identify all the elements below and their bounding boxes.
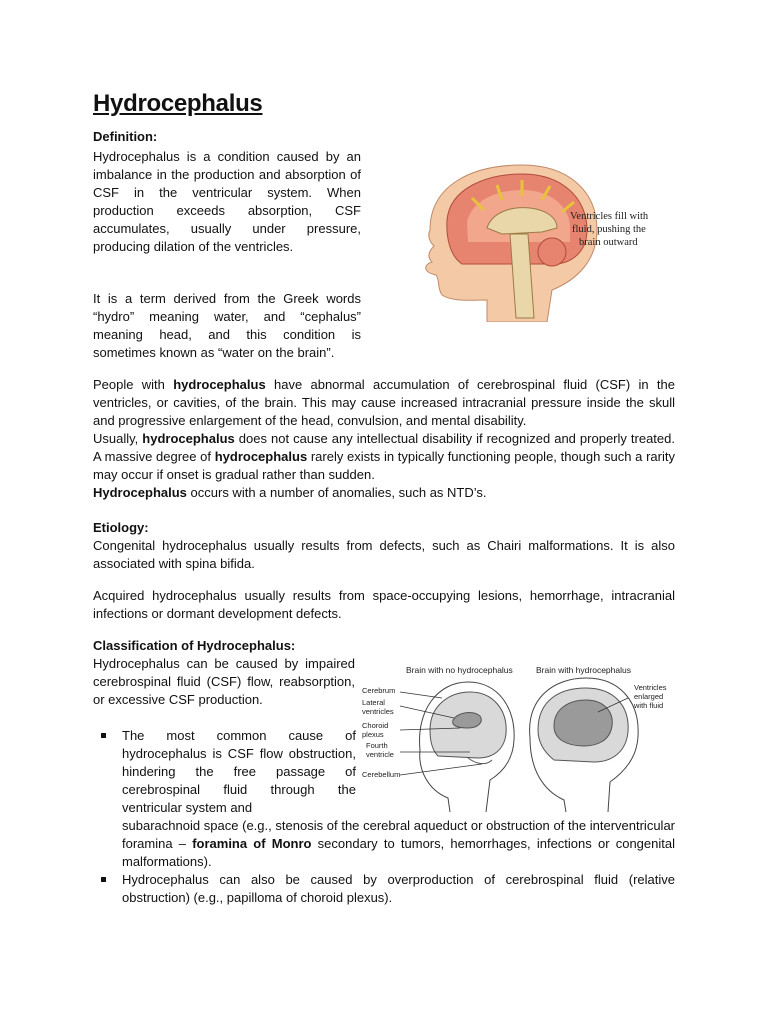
label-lateral: Lateral: [362, 698, 385, 707]
text-run: occurs with a number of anomalies, such as NTD’s.: [186, 485, 487, 500]
definition-paragraph: Hydrocephalus is a condition caused by an imbalance in the production and absorption of CSF in the ventricular system. When production exceeds absorption, CSF accumulates, usually under pressure, producing dilation of the ventricles.: [93, 149, 361, 254]
normal-head-drawing: [420, 682, 515, 812]
definition-heading: Definition:: [93, 129, 158, 144]
brain-sagittal-figure: [392, 160, 674, 322]
bold-term: Hydrocephalus: [93, 485, 187, 500]
label-ventricles-enlarged-2: enlarged: [634, 692, 664, 701]
figure2-right-title: Brain with hydrocephalus: [536, 665, 631, 675]
text-run: does not cause any intellectual disability if recognized and properly treated. A massive degree of: [93, 431, 675, 464]
text-run: have abnormal accumulation of cerebrospinal fluid (CSF) in the ventricles, or cavities, of the brain. This may cause increased intracranial pressure inside the skull and progressive enlargement of the head, convulsion, and mental disability.: [93, 377, 675, 428]
anomalies-paragraph: [93, 484, 675, 502]
label-ventricle: ventricle: [366, 750, 394, 759]
label-cerebrum: Cerebrum: [362, 686, 396, 695]
label-cerebellum: Cerebellum: [362, 770, 401, 779]
bullet2-text: Hydrocephalus can also be caused by overproduction of cerebrospinal fluid (relative obstruction) (e.g., papilloma of choroid plexus).: [122, 872, 675, 905]
classification-intro: Hydrocephalus can be caused by impaired cerebrospinal fluid (CSF) flow, reabsorption, or excessive CSF production.: [93, 656, 355, 707]
label-ventricles-enlarged-3: with fluid: [634, 701, 664, 710]
congenital-paragraph: Congenital hydrocephalus usually results from defects, such as Chairi malformations. It is also associated with spina bifida.: [93, 538, 675, 571]
accumulation-paragraph: [93, 376, 675, 430]
figure1-caption-line2: fluid, pushing the: [572, 224, 646, 235]
bullet-marker: [101, 877, 106, 882]
label-ventricles-enlarged-1: Ventricles: [634, 683, 667, 692]
text-run: rarely exists in typically functioning people, though such a rarity may occur if onset is gradual rather than sudden.: [93, 449, 675, 482]
bold-term: hydrocephalus: [142, 431, 235, 446]
label-choroid: Choroid: [362, 721, 389, 730]
bullet-item-2: [93, 871, 675, 907]
page-title: Hydrocephalus: [93, 90, 263, 117]
label-plexus: plexus: [362, 730, 384, 739]
classification-heading: Classification of Hydrocephalus:: [93, 638, 296, 653]
hydrocephalus-head-drawing: [530, 678, 639, 812]
figure2-left-title: Brain with no hydrocephalus: [406, 665, 513, 675]
bold-term: hydrocephalus: [173, 377, 266, 392]
hydrocephalus-comparison-figure: [358, 660, 676, 816]
usually-paragraph: [93, 430, 675, 484]
bullet1-text-bottom: [122, 817, 675, 871]
label-ventricles: ventricles: [362, 707, 394, 716]
head-illustration: [426, 165, 597, 322]
etiology-heading: Etiology:: [93, 520, 149, 535]
figure1-caption-line3: brain outward: [579, 237, 638, 248]
text-run: secondary to tumors, hemorrhages, infections or congenital malformations).: [122, 836, 675, 869]
bullet-marker: [101, 733, 106, 738]
text-run: People with: [93, 377, 174, 392]
figure1-caption-line1: Ventricles fill with: [570, 211, 649, 222]
bold-term: foramina of Monro: [192, 836, 312, 851]
text-run: Usually,: [93, 431, 143, 446]
text-run: subarachnoid space (e.g., stenosis of the cerebral aqueduct or obstruction of the interventricular foramina –: [122, 818, 675, 851]
bold-term: hydrocephalus: [214, 449, 308, 464]
label-fourth: Fourth: [366, 741, 388, 750]
bullet1-text-top: The most common cause of hydrocephalus is CSF flow obstruction, hindering the free passage of cerebrospinal fluid through the ventricular system and: [122, 728, 356, 815]
acquired-paragraph: Acquired hydrocephalus usually results from space-occupying lesions, hemorrhage, intracranial infections or dormant development defects.: [93, 588, 675, 621]
greek-origin-paragraph: It is a term derived from the Greek words “hydro” meaning water, and “cephalus” meaning head, and this condition is sometimes known as “water on the brain”.: [93, 291, 361, 360]
